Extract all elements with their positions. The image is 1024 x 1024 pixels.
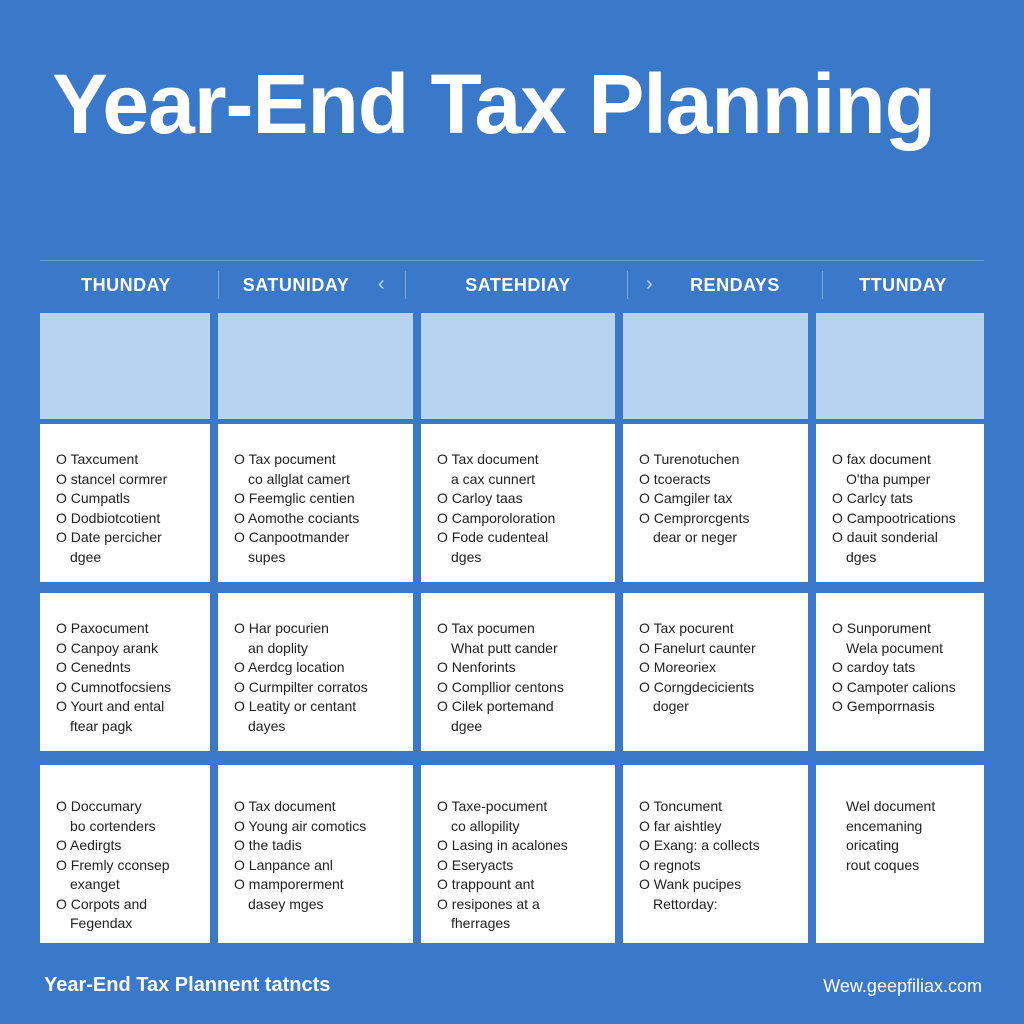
task-item: O tcoeracts xyxy=(639,470,711,487)
task-item: O Lasing in acalones xyxy=(437,837,568,853)
task-item: O Carloy taas xyxy=(437,490,523,506)
chevron-right-icon[interactable]: › xyxy=(646,273,653,295)
task-item: O Campoter calions xyxy=(832,678,956,695)
task-item: encemaning xyxy=(846,817,923,834)
divider xyxy=(405,271,406,299)
task-item: O cardoy tats xyxy=(832,659,916,675)
task-item: O resipones at a xyxy=(437,895,540,912)
task-item: O Date percicher xyxy=(56,529,162,545)
task-list xyxy=(832,450,984,567)
task-item: O dauit sonderial xyxy=(832,529,938,545)
task-item: dayes xyxy=(248,717,286,734)
task-item: O Aomothe cociants xyxy=(234,509,360,526)
task-item: O Fanelurt caunter xyxy=(639,639,756,656)
task-list xyxy=(639,450,808,548)
task-item: dges xyxy=(451,548,482,565)
task-item: supes xyxy=(248,548,286,565)
task-item: dgee xyxy=(451,717,483,734)
day-header-3[interactable]: SATEHDIAY xyxy=(465,274,571,295)
task-list xyxy=(639,797,808,914)
task-item: O stancel cormrer xyxy=(56,470,168,487)
task-item: co allopility xyxy=(451,817,520,834)
day-card[interactable] xyxy=(40,424,210,582)
task-item: O Doccumary xyxy=(56,798,142,814)
day-card[interactable] xyxy=(623,765,808,943)
day-card[interactable] xyxy=(421,593,615,751)
header-cell xyxy=(218,313,413,419)
task-item: O Campootrications xyxy=(832,509,956,526)
task-list xyxy=(437,619,615,736)
task-item: O Nenforints xyxy=(437,659,516,675)
task-list xyxy=(234,619,413,736)
page-title: Year-End Tax Planning xyxy=(52,57,935,151)
task-list xyxy=(234,797,413,914)
task-item: O Leatity or centant xyxy=(234,698,357,714)
task-item: O Sunporument xyxy=(832,620,931,636)
task-item: O Cilek portemand xyxy=(437,698,554,714)
task-item: O Eseryacts xyxy=(437,856,514,873)
task-item: O trappount ant xyxy=(437,876,535,892)
task-item: O Turenotuchen xyxy=(639,451,740,467)
task-item: What putt cander xyxy=(451,639,558,656)
task-item: O Canpootmander xyxy=(234,529,350,545)
task-item: O Taxcument xyxy=(56,451,139,467)
task-item: O Tax pocumen xyxy=(437,620,535,636)
task-item: O Yourt and ental xyxy=(56,698,165,714)
task-item: O Paxocument xyxy=(56,620,149,636)
task-item: oricating xyxy=(846,837,899,853)
task-item: O Corngdecicients xyxy=(639,678,755,695)
task-item: bo cortenders xyxy=(70,817,156,834)
day-card[interactable] xyxy=(623,593,808,751)
task-item: doger xyxy=(653,698,689,714)
task-item: O Gemporrnasis xyxy=(832,698,935,714)
task-item: O Tax document xyxy=(437,451,539,467)
day-card[interactable] xyxy=(421,765,615,943)
divider xyxy=(627,271,628,299)
day-header-5[interactable]: TTUNDAY xyxy=(859,274,947,295)
task-item: O Cumpatls xyxy=(56,490,130,506)
task-item: O Fremly cconsep xyxy=(56,856,170,873)
task-item: O Carlcy tats xyxy=(832,490,913,506)
task-item: dges xyxy=(846,548,877,565)
task-list xyxy=(56,450,210,567)
task-item: O Aedirgts xyxy=(56,837,122,853)
day-card[interactable] xyxy=(816,593,984,751)
day-card[interactable] xyxy=(218,765,413,943)
task-item: O the tadis xyxy=(234,837,302,853)
task-item: O mamporerment xyxy=(234,876,344,892)
task-item: exanget xyxy=(70,876,120,892)
task-item: dasey mges xyxy=(248,895,324,912)
task-item: O Cumnotfocsiens xyxy=(56,678,172,695)
task-list xyxy=(832,797,984,875)
day-card[interactable] xyxy=(816,424,984,582)
task-item: O Young air comotics xyxy=(234,817,367,834)
task-item: O Feemglic centien xyxy=(234,490,355,506)
footer-title: Year-End Tax Plannent tatncts xyxy=(44,974,331,996)
task-list xyxy=(437,797,615,934)
task-item: O Aerdcg location xyxy=(234,659,345,675)
day-card[interactable] xyxy=(218,424,413,582)
task-item: a cax cunnert xyxy=(451,470,536,487)
task-item: fherrages xyxy=(451,915,511,931)
task-item: O Camporoloration xyxy=(437,509,556,526)
task-item: O Lanpance anl xyxy=(234,856,333,873)
task-item: O Cenednts xyxy=(56,659,131,675)
task-item: Wela pocument xyxy=(846,639,944,656)
task-item: O fax document xyxy=(832,451,931,467)
task-item: Fegendax xyxy=(70,915,133,931)
task-item: O Wank pucipes xyxy=(639,876,742,892)
task-item: O far aishtley xyxy=(639,817,722,834)
task-item: O Har pocurien xyxy=(234,620,329,636)
task-item: O Tax pocurent xyxy=(639,620,734,636)
day-card[interactable] xyxy=(218,593,413,751)
task-item: O regnots xyxy=(639,856,701,873)
task-item: an doplity xyxy=(248,639,308,656)
day-card[interactable] xyxy=(40,593,210,751)
chevron-left-icon[interactable]: ‹ xyxy=(378,273,385,295)
task-list xyxy=(56,619,210,736)
task-item: Rettorday: xyxy=(653,895,718,912)
header-cell xyxy=(40,313,210,419)
day-card[interactable] xyxy=(421,424,615,582)
task-item: O Moreoriex xyxy=(639,659,717,675)
task-list xyxy=(234,450,413,567)
day-header-4[interactable]: RENDAYS xyxy=(690,274,780,295)
footer-website-link[interactable]: Wew.geepfiliax.com xyxy=(823,976,982,996)
task-item: O Tax document xyxy=(234,798,336,814)
header-cell xyxy=(816,313,984,419)
day-header-2[interactable]: SATUNIDAY xyxy=(242,274,350,295)
task-item: ftear pagk xyxy=(70,717,133,734)
task-item: co allglat camert xyxy=(248,470,350,487)
task-item: O Toncument xyxy=(639,798,723,814)
task-item: O Canpoy arank xyxy=(56,639,158,656)
task-item: O Curmpilter corratos xyxy=(234,678,368,695)
task-item: O Taxe-pocument xyxy=(437,798,548,814)
task-list xyxy=(832,619,984,717)
task-item: O Camgiler tax xyxy=(639,490,733,506)
task-list xyxy=(437,450,615,567)
day-header-1[interactable]: THUNDAY xyxy=(81,274,171,295)
task-list xyxy=(639,619,808,717)
day-card[interactable] xyxy=(816,765,984,943)
task-item: O Tax pocument xyxy=(234,451,336,467)
task-item: O Cemprorcgents xyxy=(639,509,750,526)
day-card[interactable] xyxy=(40,765,210,943)
task-item: dear or neger xyxy=(653,529,738,545)
task-item: O'tha pumper xyxy=(846,470,931,487)
task-item: rout coques xyxy=(846,856,920,873)
header-cell xyxy=(623,313,808,419)
task-item: Wel document xyxy=(846,798,936,814)
task-item: O Fode cudenteal xyxy=(437,529,549,545)
task-item: O Exang: a collects xyxy=(639,837,760,853)
day-card[interactable] xyxy=(623,424,808,582)
day-header-row xyxy=(40,260,984,309)
task-item: O Dodbiotcotient xyxy=(56,509,161,526)
task-item: dgee xyxy=(70,548,102,565)
task-item: O Compllior centons xyxy=(437,678,564,695)
task-item: O Corpots and xyxy=(56,895,148,912)
header-cell xyxy=(421,313,615,419)
task-list xyxy=(56,797,210,934)
